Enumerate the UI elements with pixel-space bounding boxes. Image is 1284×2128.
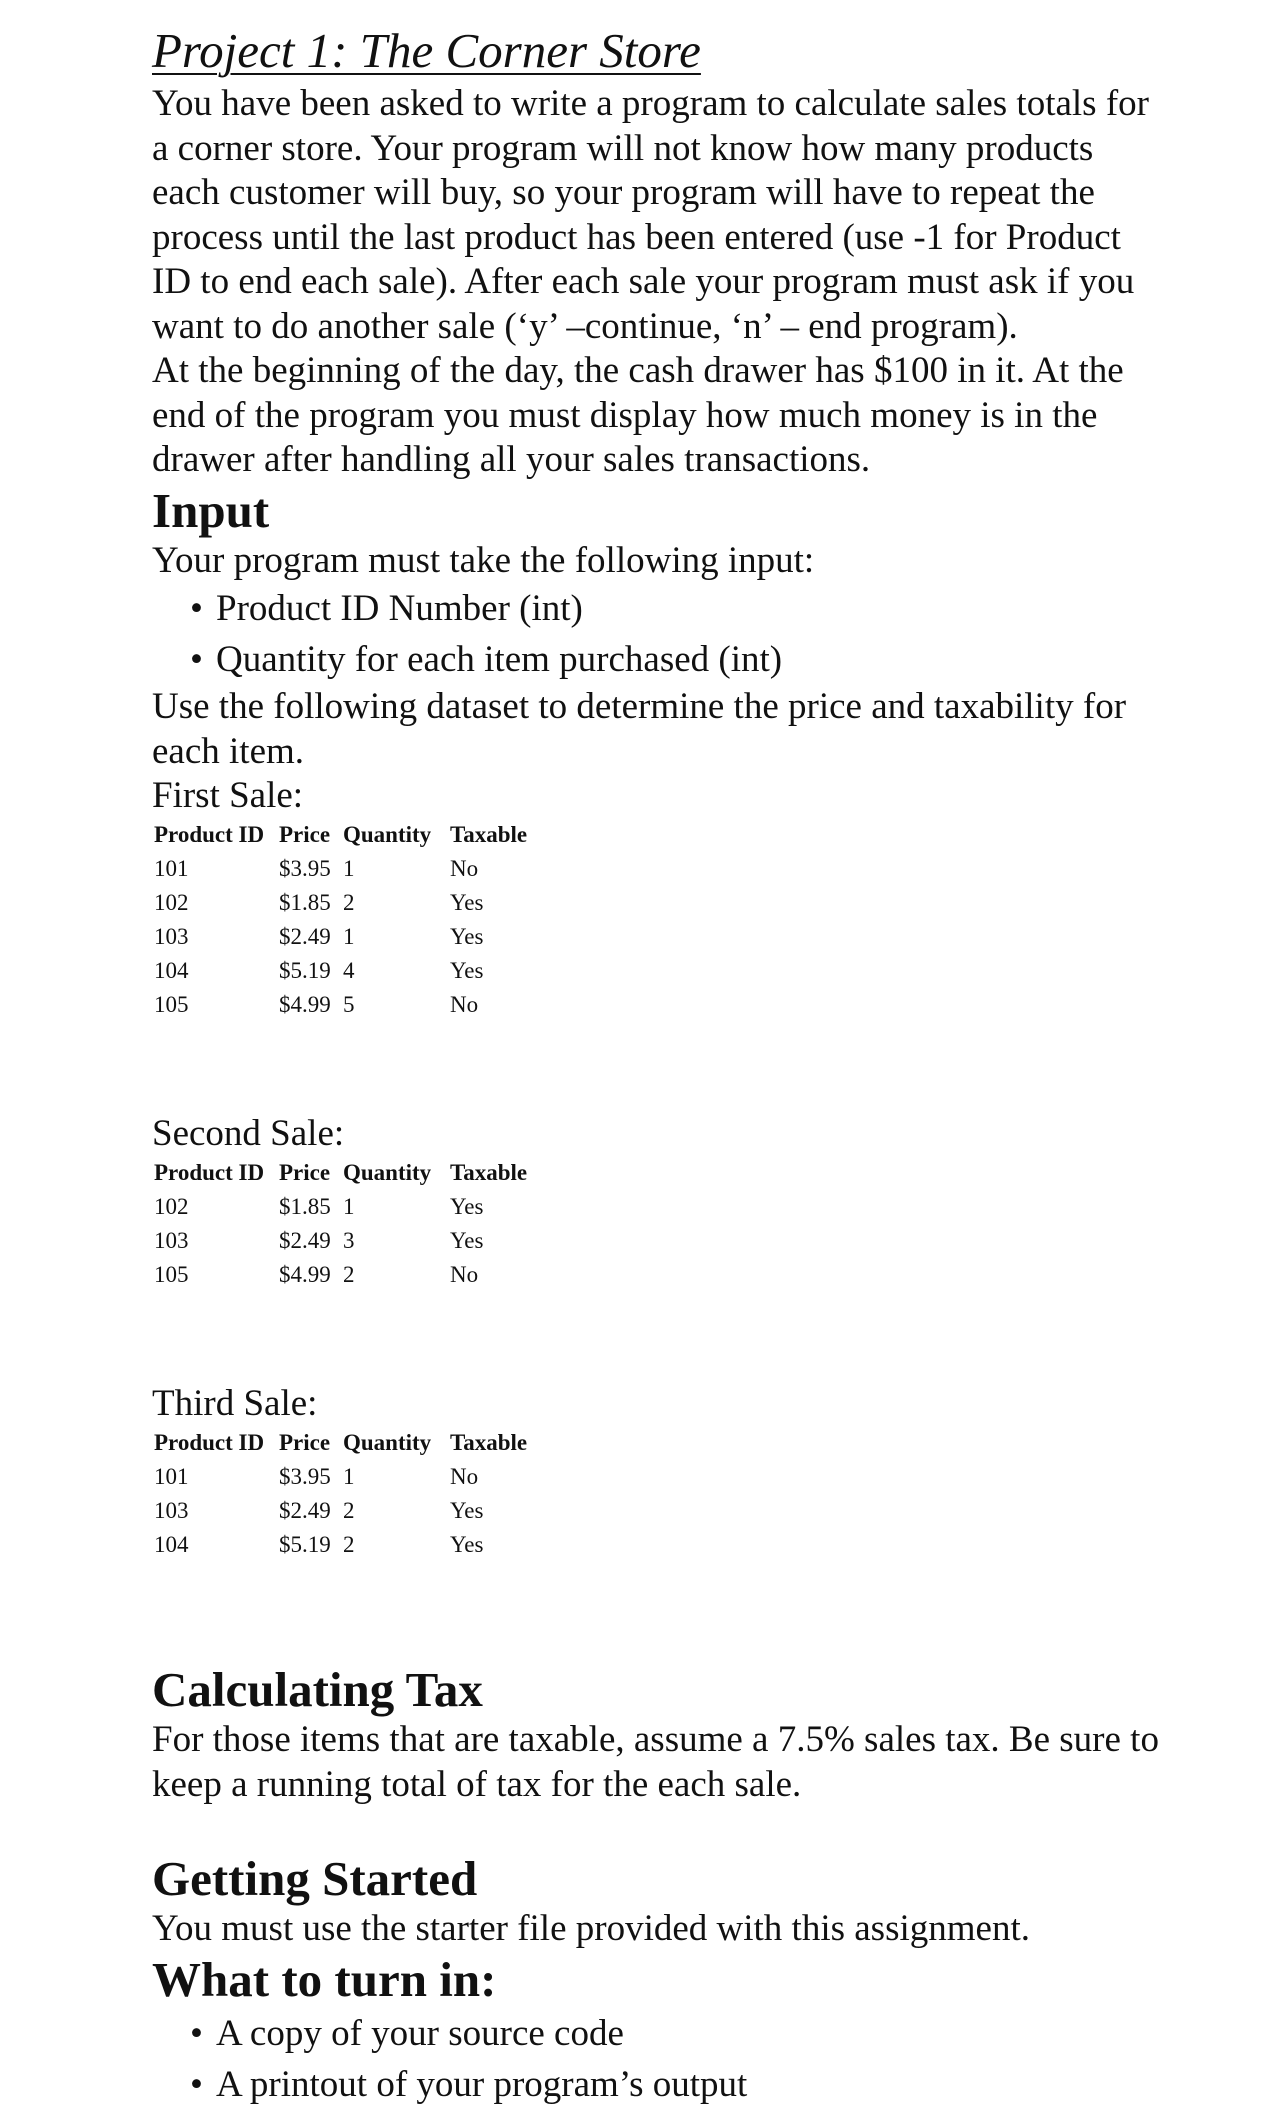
taxable-cell: Yes xyxy=(450,1194,484,1219)
turn-in-bullet-item xyxy=(190,2008,1162,2059)
taxable-cell: No xyxy=(450,1262,479,1287)
page-title: Project 1: The Corner Store xyxy=(152,23,701,78)
tax-paragraph: For those items that are taxable, assume a 7.5% sales tax. Be sure to keep a running total of tax for the each sale. xyxy=(152,1719,1159,1805)
spacer xyxy=(152,1292,1162,1382)
quantity-cell: 1 xyxy=(343,856,355,881)
turn-in-bullet-text: A printout of your program’s output xyxy=(216,2063,748,2105)
table-row xyxy=(152,886,534,920)
table-header-row xyxy=(152,1426,534,1460)
turn-in-heading: What to turn in: xyxy=(152,1951,497,2007)
product-id-cell: 104 xyxy=(154,958,189,983)
sale-table-second xyxy=(152,1156,534,1292)
quantity-cell: 5 xyxy=(343,992,355,1017)
table-row xyxy=(152,1494,534,1528)
column-header: Price xyxy=(279,822,331,847)
input-heading: Input xyxy=(152,482,270,538)
product-id-cell: 102 xyxy=(154,890,189,915)
taxable-cell: Yes xyxy=(450,890,484,915)
quantity-cell: 3 xyxy=(343,1228,355,1253)
table-row xyxy=(152,1190,534,1224)
product-id-cell: 101 xyxy=(154,1464,189,1489)
column-header: Quantity xyxy=(343,822,432,847)
product-id-cell: 105 xyxy=(154,1262,189,1287)
bullet-icon: • xyxy=(190,2063,203,2105)
quantity-cell: 2 xyxy=(343,1532,355,1557)
table-row xyxy=(152,1224,534,1258)
drawer-paragraph: At the beginning of the day, the cash drawer has $100 in it. At the end of the program you must display how much money is in the drawer after handling all your sales transactions. xyxy=(152,350,1124,480)
table-row xyxy=(152,988,534,1022)
price-cell: $4.99 xyxy=(279,1262,331,1287)
getting-started-heading: Getting Started xyxy=(152,1851,478,1906)
column-header: Taxable xyxy=(450,822,528,847)
quantity-cell: 2 xyxy=(343,1262,355,1287)
table-header-row xyxy=(152,818,534,852)
table-row xyxy=(152,1460,534,1494)
turn-in-bullet-text: A copy of your source code xyxy=(216,2012,624,2054)
quantity-cell: 2 xyxy=(343,890,355,915)
input-bullet-item xyxy=(190,634,1162,685)
sale-label-third: Third Sale: xyxy=(152,1383,318,1424)
product-id-cell: 103 xyxy=(154,924,189,949)
input-lead: Your program must take the following input: xyxy=(152,539,815,581)
spacer xyxy=(152,1562,1162,1662)
bullet-icon: • xyxy=(190,639,203,680)
table-row xyxy=(152,1258,534,1292)
turn-in-bullet-item xyxy=(190,2059,1162,2110)
input-bullet-text: Quantity for each item purchased (int) xyxy=(216,639,783,680)
taxable-cell: Yes xyxy=(450,1532,484,1557)
product-id-cell: 103 xyxy=(154,1228,189,1253)
dataset-paragraph: Use the following dataset to determine the price and taxability for each item. xyxy=(152,686,1127,772)
product-id-cell: 104 xyxy=(154,1532,189,1557)
product-id-cell: 101 xyxy=(154,856,189,881)
price-cell: $5.19 xyxy=(279,1532,331,1557)
price-cell: $3.95 xyxy=(279,1464,331,1489)
input-bullet-text: Product ID Number (int) xyxy=(216,588,583,629)
bullet-icon: • xyxy=(190,2012,203,2054)
taxable-cell: No xyxy=(450,1464,479,1489)
table-row xyxy=(152,954,534,988)
intro-paragraph: You have been asked to write a program to calculate sales totals for a corner store. Your program will not know how many products each customer will buy, so your program will have to repeat the process until the last product has been entered (use -1 for Product ID to end each sale). After each sale your program must ask if you want to do another sale (‘y’ –continue, ‘n’ – end program). xyxy=(152,83,1149,347)
price-cell: $1.85 xyxy=(279,890,331,915)
turn-in-bullet-list xyxy=(152,2008,1162,2110)
sale-label-second: Second Sale: xyxy=(152,1113,345,1154)
taxable-cell: No xyxy=(450,992,479,1017)
sale-table-first xyxy=(152,818,534,1022)
input-bullet-list xyxy=(152,583,1162,685)
quantity-cell: 1 xyxy=(343,1464,355,1489)
quantity-cell: 2 xyxy=(343,1498,355,1523)
sale-table-third xyxy=(152,1426,534,1562)
price-cell: $2.49 xyxy=(279,924,331,949)
taxable-cell: Yes xyxy=(450,1228,484,1253)
spacer xyxy=(152,1807,1162,1851)
column-header: Quantity xyxy=(343,1160,432,1185)
product-id-cell: 102 xyxy=(154,1194,189,1219)
column-header: Taxable xyxy=(450,1160,528,1185)
column-header: Quantity xyxy=(343,1430,432,1455)
table-row xyxy=(152,920,534,954)
table-row xyxy=(152,1528,534,1562)
price-cell: $5.19 xyxy=(279,958,331,983)
getting-started-paragraph: You must use the starter file provided with this assignment. xyxy=(152,1908,1030,1949)
table-header-row xyxy=(152,1156,534,1190)
quantity-cell: 1 xyxy=(343,924,355,949)
quantity-cell: 4 xyxy=(343,958,355,983)
taxable-cell: Yes xyxy=(450,958,484,983)
taxable-cell: Yes xyxy=(450,924,484,949)
taxable-cell: No xyxy=(450,856,479,881)
price-cell: $2.49 xyxy=(279,1498,331,1523)
document-page xyxy=(152,22,1162,2110)
column-header: Taxable xyxy=(450,1430,528,1455)
column-header: Product ID xyxy=(154,1430,265,1455)
taxable-cell: Yes xyxy=(450,1498,484,1523)
product-id-cell: 103 xyxy=(154,1498,189,1523)
price-cell: $2.49 xyxy=(279,1228,331,1253)
tax-heading: Calculating Tax xyxy=(152,1662,483,1717)
column-header: Price xyxy=(279,1430,331,1455)
column-header: Product ID xyxy=(154,1160,265,1185)
column-header: Price xyxy=(279,1160,331,1185)
price-cell: $4.99 xyxy=(279,992,331,1017)
table-row xyxy=(152,852,534,886)
input-bullet-item xyxy=(190,583,1162,634)
spacer xyxy=(152,1022,1162,1112)
sale-label-first: First Sale: xyxy=(152,775,304,816)
product-id-cell: 105 xyxy=(154,992,189,1017)
price-cell: $3.95 xyxy=(279,856,331,881)
column-header: Product ID xyxy=(154,822,265,847)
quantity-cell: 1 xyxy=(343,1194,355,1219)
price-cell: $1.85 xyxy=(279,1194,331,1219)
bullet-icon: • xyxy=(190,588,203,629)
